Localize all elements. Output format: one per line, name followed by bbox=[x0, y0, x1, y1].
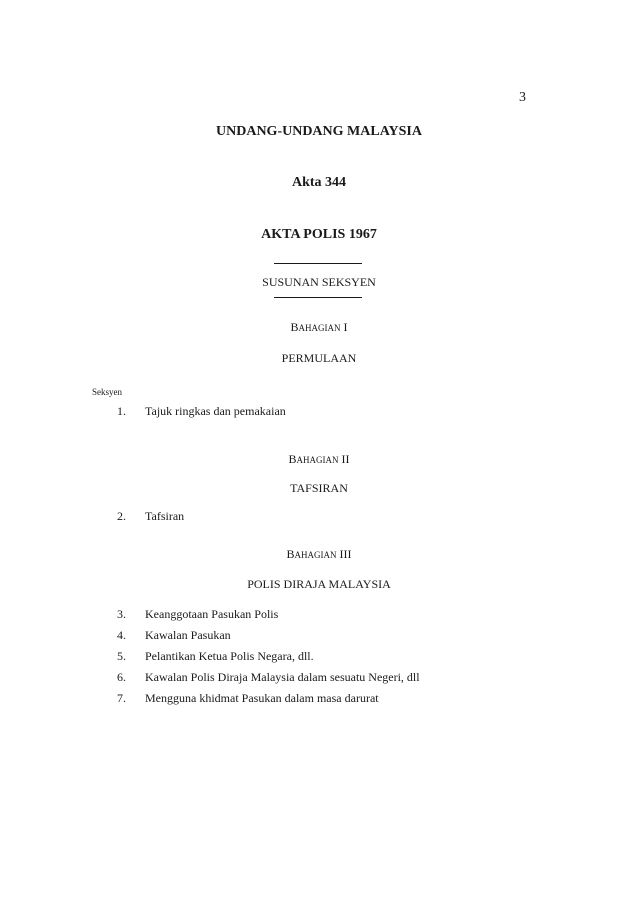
section-number: 7. bbox=[117, 691, 126, 705]
toc-entry[interactable] bbox=[0, 670, 638, 686]
section-number: 1. bbox=[117, 404, 126, 418]
section-title: Keanggotaan Pasukan Polis bbox=[145, 607, 279, 621]
divider-top bbox=[274, 263, 362, 264]
toc-entry[interactable] bbox=[0, 649, 638, 665]
section-title: Kawalan Polis Diraja Malaysia dalam sesuatu Negeri, dll bbox=[145, 670, 420, 684]
page-number: 3 bbox=[519, 90, 526, 105]
section-title: Tafsiran bbox=[145, 509, 185, 523]
part-heading-2: TAFSIRAN bbox=[290, 481, 348, 495]
part-label-1: BAHAGIAN I bbox=[290, 320, 348, 334]
arrangement-heading: SUSUNAN SEKSYEN bbox=[262, 275, 376, 289]
section-title: Mengguna khidmat Pasukan dalam masa darurat bbox=[145, 691, 379, 705]
section-number: 3. bbox=[117, 607, 126, 621]
section-number: 5. bbox=[117, 649, 126, 663]
act-number: Akta 344 bbox=[291, 175, 347, 190]
toc-entry[interactable] bbox=[0, 404, 638, 420]
act-title: AKTA POLIS 1967 bbox=[261, 227, 377, 242]
section-title: Tajuk ringkas dan pemakaian bbox=[145, 404, 286, 418]
section-number: 4. bbox=[117, 628, 126, 642]
section-title: Pelantikan Ketua Polis Negara, dll. bbox=[145, 649, 314, 663]
section-title: Kawalan Pasukan bbox=[145, 628, 231, 642]
section-column-label: Seksyen bbox=[92, 387, 122, 397]
part-heading-1: PERMULAAN bbox=[281, 351, 357, 365]
toc-entry[interactable] bbox=[0, 628, 638, 644]
part-label-2: BAHAGIAN II bbox=[288, 452, 350, 466]
toc-entry[interactable] bbox=[0, 509, 638, 525]
part-label-3: BAHAGIAN III bbox=[286, 547, 352, 561]
toc-entry[interactable] bbox=[0, 607, 638, 623]
section-number: 2. bbox=[117, 509, 126, 523]
law-title: UNDANG-UNDANG MALAYSIA bbox=[216, 124, 422, 139]
toc-entry[interactable] bbox=[0, 691, 638, 707]
section-number: 6. bbox=[117, 670, 126, 684]
part-heading-3: POLIS DIRAJA MALAYSIA bbox=[247, 577, 391, 591]
divider-bottom bbox=[274, 297, 362, 298]
